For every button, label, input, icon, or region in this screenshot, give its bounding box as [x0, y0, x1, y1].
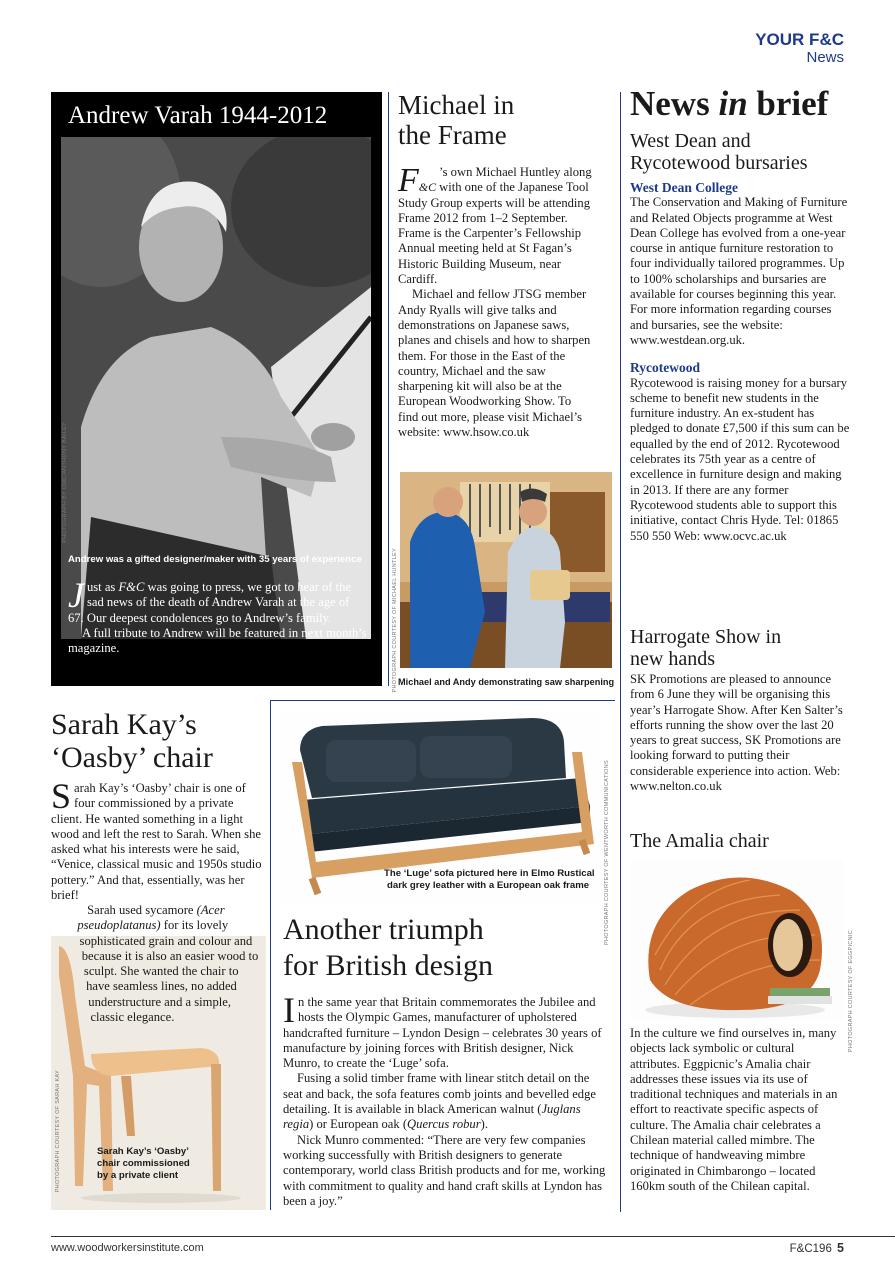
headline-run: brief	[747, 84, 829, 123]
photo-credit: PHOTOGRAPH COURTESY OF SARAH KAY	[55, 1070, 61, 1193]
photo-credit: PHOTOGRAPH COURTESY OF WENTWORTH COMMUNICATIONS	[604, 760, 610, 946]
headline-line: Michael in	[398, 90, 515, 120]
dropcap: S	[51, 776, 72, 816]
paragraph	[51, 903, 265, 1025]
caption-line: The ‘Luge’ sofa pictured here in Elmo Rustical	[384, 868, 595, 879]
photo-credit: PHOTOGRAPH BY OMC/ANTHONY BAILEY	[62, 422, 68, 543]
column-rule	[270, 700, 271, 1210]
text-run: Fusing a solid timber frame with linear stitch detail on the seat and back, the sofa features comb joints and bevelled edge detailing. It is available in black American walnut (	[283, 1071, 596, 1117]
footer-url[interactable]: www.woodworkersinstitute.com	[51, 1242, 204, 1254]
harrogate-headline	[630, 626, 781, 670]
paragraph: Rycotewood is raising money for a bursary scheme to benefit new students in the furniture industry. An ex-student has pledged to donate £7,500 if this sum can be equalled by the end of 2012. Rycotewood celebrates its 75th year as a centre of excellence in furniture design and making in 2013. If there are any former Rycotewood students able to support this initiative, contact Chris Hyde. Tel: 01865 550 550 Web: www.ocvc.ac.uk	[630, 375, 850, 543]
photo-credit: PHOTOGRAPH COURTESY OF MICHAEL HUNTLEY	[392, 548, 398, 693]
dropcap: J	[68, 575, 84, 615]
text-run: ) or European oak (	[309, 1117, 408, 1132]
dropcap-letter: F	[398, 162, 419, 199]
photo-caption: Andrew was a gifted designer/maker with 35 years of experience	[68, 554, 362, 565]
obituary-text	[68, 575, 368, 656]
headline-run: News	[630, 84, 719, 123]
caption-line: dark grey leather with a European oak frame	[387, 880, 590, 891]
amalia-article	[630, 1026, 845, 1194]
photo-credit: PHOTOGRAPH COURTESY OF EGGPICNIC	[848, 930, 854, 1053]
frame-headline	[398, 90, 514, 150]
text-run: n the same year that Britain commemorates the Jubilee and hosts the Olympic Games, manufacturer of upholstered handcrafted furniture – Lyndon Design – celebrates 30 years of manufacture by joining forces with British designer, Nick Munro, to create the ‘Luge’ sofa.	[283, 995, 602, 1071]
headline-line: Rycotewood bursaries	[630, 152, 808, 174]
saw-sharpening-photo	[400, 472, 612, 668]
amalia-headline: The Amalia chair	[630, 830, 769, 852]
text-run: for its lovely sophisticated grain and colour and because it is also an easier wood to sculpt. She wanted the chair to have seamless lines, no added understructure and a simple, classic elegance.	[79, 918, 259, 1025]
brief-headline	[630, 84, 828, 124]
headline-line: Harrogate Show in	[630, 626, 782, 648]
oasby-article-wrap	[51, 903, 265, 1043]
text-run: Quercus robur	[407, 1117, 481, 1132]
lyndon-article	[283, 990, 607, 1209]
issue-number: F&C196	[789, 1243, 832, 1255]
harrogate-article	[630, 672, 845, 794]
section-subtitle: News	[806, 49, 844, 66]
paragraph: Nick Munro commented: “There are very few companies working successfully with British designers to generate contemporary, world class British products and for me, working with commitment to quality and hand craft skills at Lyndon has been a joy.”	[283, 1132, 606, 1208]
horizontal-rule	[270, 700, 615, 701]
photo-caption	[97, 1146, 190, 1182]
subheading-west-dean: West Dean College	[630, 180, 738, 195]
column-rule	[620, 92, 621, 1212]
headline-line: for British design	[283, 949, 493, 982]
dropcap	[398, 162, 437, 199]
paragraph: In the culture we find ourselves in, many objects lack symbolic or cultural attributes. Eggpicnic’s Amalia chair addresses these issues via its use of traditional techniques and materials in an effort to reactivate specific aspects of culture. The Amalia chair celebrates a Chilean material called mimbre. The technique of handweaving mimbre originated in Chimbarongo – located 160km south of the Chilean capital.	[630, 1026, 838, 1193]
bursaries-article	[630, 180, 850, 544]
paragraph	[283, 1071, 607, 1132]
headline-line: Another triumph	[283, 913, 484, 946]
page-number: 5	[837, 1241, 844, 1255]
subheading-rycotewood: Rycotewood	[630, 360, 701, 376]
text-run: ’s own Michael Huntley along with one of the Japanese Tool Study Group experts will be attending Frame 2012 from 1–2 September. Frame is the Carpenter’s Fellowship Annual meeting held at St Fagan’s Historic Building Museum, near Cardiff.	[398, 165, 592, 287]
headline-line: the Frame	[398, 120, 507, 150]
frame-article	[398, 162, 594, 440]
obituary-title: Andrew Varah 1944-2012	[68, 102, 328, 129]
section-header	[755, 30, 844, 66]
amalia-chair-photo	[630, 860, 844, 1020]
caption-line: chair commissioned	[97, 1158, 190, 1169]
headline-line: Sarah Kay’s	[51, 708, 197, 741]
caption-line: by a private client	[97, 1170, 179, 1181]
text-run: Juglans regia	[283, 1102, 581, 1132]
dropcap: I	[283, 990, 295, 1030]
oasby-article-top	[51, 776, 265, 903]
text-run: (Acer pseudoplatanus)	[77, 903, 225, 933]
headline-line: West Dean and	[630, 130, 751, 152]
text-run: F&C	[118, 580, 145, 594]
obituary-box	[51, 92, 382, 686]
section-title: YOUR F&C	[755, 30, 844, 49]
photo-caption: Michael and Andy demonstrating saw sharpening	[398, 677, 615, 687]
paragraph: SK Promotions are pleased to announce from 6 June they will be organising this year’s Harrogate Show. After Ken Salter’s efforts running the show over the last 20 years to great success, SK Promotions are looking forward to putting their considerable experience into action. Web: www.nelton.co.uk	[630, 672, 843, 794]
paragraph: A full tribute to Andrew will be featured in next month’s magazine.	[68, 625, 367, 656]
dropcap-suffix: &C	[418, 180, 437, 194]
footer-rule	[51, 1236, 895, 1237]
text-run: Sarah used sycamore	[87, 903, 197, 917]
text-run: arah Kay’s ‘Oasby’ chair is one of four commissioned by a private client. He wanted something in a light wood and left the rest to Sarah. When she asked what his interests were he said, “Venice, classical music and 1950s studio pottery.” And that, essentially, was her brief!	[51, 781, 262, 903]
paragraph: The Conservation and Making of Furniture and Related Objects programme at West Dean College has evolved from a one-year course in antique furniture restoration to four individually tailored programmes. Up to 100% scholarships and bursaries are available for courses beginning this year. For more information regarding courses and bursaries, see the website: www.westdean.org.uk.	[630, 195, 848, 347]
paragraph: Michael and fellow JTSG member Andy Ryalls will give talks and demonstrations on Japanese saws, planes and chisels and how to sharpen them. For those in the East of the country, Michael and the saw sharpening kit will also be at the European Woodworking Show. To find out more, please visit Michael’s website: www.hsow.co.uk	[398, 287, 591, 440]
headline-run: in	[718, 84, 748, 123]
headline-line: new hands	[630, 648, 715, 670]
headline-line: ‘Oasby’ chair	[51, 741, 213, 774]
caption-line: Sarah Kay’s ‘Oasby’	[97, 1146, 189, 1157]
bursaries-headline	[630, 130, 808, 174]
text-run: was going to press, we got to hear of the sad news of the death of Andrew Varah at the age of 67. Our deepest condolences go to Andrew’s family.	[68, 580, 352, 625]
text-run: ).	[480, 1117, 488, 1132]
oasby-headline	[51, 708, 213, 774]
column-rule	[388, 92, 389, 686]
footer-page-info	[790, 1241, 844, 1255]
photo-caption	[384, 868, 595, 892]
lyndon-headline	[283, 912, 493, 984]
text-run: ust as	[86, 580, 119, 594]
